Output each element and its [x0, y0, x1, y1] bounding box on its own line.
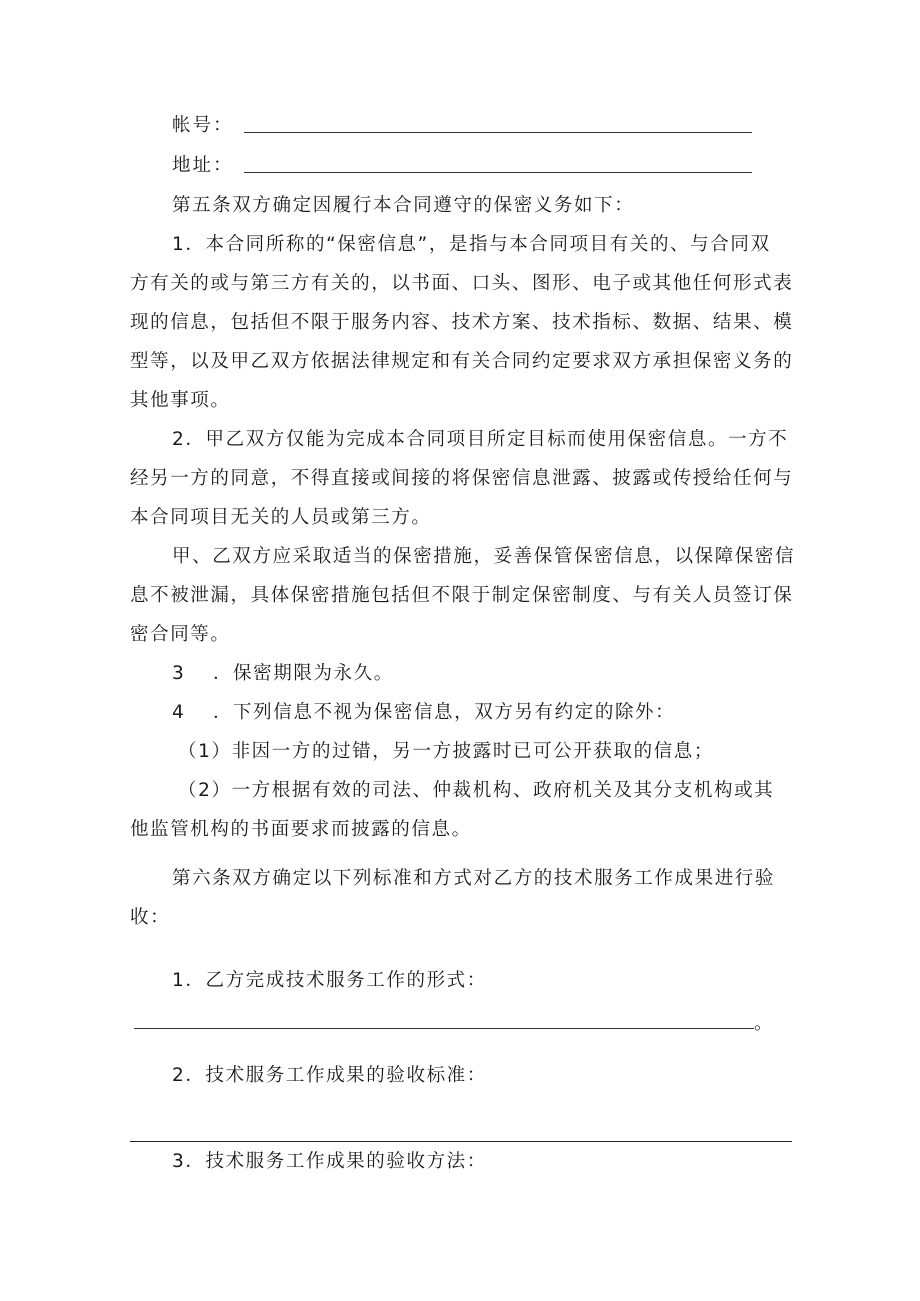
article5-item2-line1: 2．甲乙双方仅能为完成本合同项目所定目标而使用保密信息。一方不 — [172, 429, 789, 450]
article5-item2-line3: 本合同项目无关的人员或第三方。 — [130, 507, 432, 528]
article6-item2: 2．技术服务工作成果的验收标准： — [172, 1065, 487, 1086]
article5-item1-line3: 现的信息，包括但不限于服务内容、技术方案、技术指标、数据、结果、模 — [130, 312, 794, 333]
article5-item4: 4 ．下列信息不视为保密信息，双方另有约定的除外： — [172, 702, 676, 723]
article6-item2-blank-line[interactable] — [130, 1141, 792, 1142]
address-blank-line[interactable] — [244, 172, 752, 173]
article6-item1-blank-line[interactable] — [134, 1028, 754, 1029]
article5-measures-line3: 密合同等。 — [130, 624, 231, 645]
article6-item3: 3．技术服务工作成果的验收方法： — [172, 1151, 487, 1172]
article5-item2-line2: 经另一方的同意，不得直接或间接的将保密信息泄露、披露或传授给任何与 — [130, 468, 794, 489]
article6-item1: 1．乙方完成技术服务工作的形式： — [172, 970, 487, 991]
article6-item1-period: 。 — [754, 1013, 773, 1034]
article5-item1-line4: 型等，以及甲乙双方依据法律规定和有关合同约定要求双方承担保密义务的 — [130, 351, 794, 372]
article5-item3: 3 ．保密期限为永久。 — [172, 663, 394, 684]
article5-item1-line1: 1．本合同所称的“保密信息”，是指与本合同项目有关的、与合同双 — [172, 234, 771, 255]
article5-measures-line1: 甲、乙双方应采取适当的保密措施，妥善保管保密信息，以保障保密信 — [172, 546, 796, 567]
article6-heading-line2: 收： — [130, 907, 171, 928]
article6-heading-line1: 第六条双方确定以下列标准和方式对乙方的技术服务工作成果进行验 — [172, 868, 776, 889]
article5-measures-line2: 息不被泄漏，具体保密措施包括但不限于制定保密制度、与有关人员签订保 — [130, 585, 794, 606]
account-blank-line[interactable] — [244, 132, 752, 133]
article5-sub1: （1）非因一方的过错，另一方披露时已可公开获取的信息； — [178, 741, 714, 762]
article5-item1-line5: 其他事项。 — [130, 390, 231, 411]
account-label: 帐号： — [172, 115, 234, 136]
article5-sub2-line1: （2）一方根据有效的司法、仲裁机构、政府机关及其分支机构或其 — [178, 780, 775, 801]
address-label: 地址： — [172, 155, 234, 176]
article5-sub2-line2: 他监管机构的书面要求而披露的信息。 — [130, 819, 472, 840]
article5-heading: 第五条双方确定因履行本合同遵守的保密义务如下： — [172, 195, 635, 216]
article5-item1-line2: 方有关的或与第三方有关的，以书面、口头、图形、电子或其他任何形式表 — [130, 273, 794, 294]
